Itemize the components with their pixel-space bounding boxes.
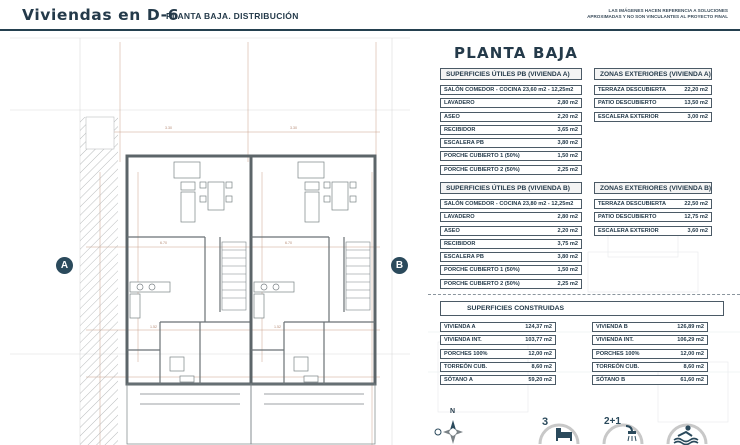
table-row: PORCHE CUBIERTO 1 (50%) 1,50 m2 [440, 265, 582, 275]
table-util-a [440, 68, 582, 178]
table-ext-b-header: ZONAS EXTERIORES (VIVIENDA B) [594, 182, 712, 194]
table-ext-a-header: ZONAS EXTERIORES (VIVIENDA A) [594, 68, 712, 80]
floor-plan [0, 32, 420, 445]
table-row: TORREÓN CUB. 8,60 m2 [592, 362, 708, 372]
table-row: ESCALERA PB 3,80 m2 [440, 138, 582, 148]
table-row: SÓTANO A 59,20 m2 [440, 375, 556, 385]
exterior-stairs [127, 384, 375, 444]
page-title: Viviendas en D-6 [22, 6, 180, 24]
table-row: ASEO 2,20 m2 [440, 226, 582, 236]
svg-text:1.52: 1.52 [274, 325, 281, 329]
table-row: RECIBIDOR 3,65 m2 [440, 125, 582, 135]
pool-icon [668, 425, 706, 444]
table-row: VIVIENDA INT. 103,77 m2 [440, 335, 556, 345]
table-construidas-header: SUPERFICIES CONSTRUIDAS [440, 301, 724, 316]
page-subtitle: PLANTA BAJA. DISTRIBUCIÓN [166, 11, 299, 21]
table-row: PATIO DESCUBIERTO 12,75 m2 [594, 212, 712, 222]
table-row: PORCHES 100% 12,00 m2 [592, 349, 708, 359]
table-construidas-b [592, 322, 708, 388]
table-row: ESCALERA EXTERIOR 3,00 m2 [594, 112, 712, 122]
table-row: VIVIENDA B 126,89 m2 [592, 322, 708, 332]
table-row: TERRAZA DESCUBIERTA 22,20 m2 [594, 85, 712, 95]
table-util-b-header: SUPERFICIES ÚTILES PB (VIVIENDA B) [440, 182, 582, 194]
table-row: VIVIENDA A 124,37 m2 [440, 322, 556, 332]
house-a-marker: A [56, 257, 73, 274]
table-row: SALÓN COMEDOR - COCINA 23,80 m2 - 12,25m2 [440, 199, 582, 209]
adjacent-plot-hatch [80, 117, 118, 445]
svg-text:1.52: 1.52 [150, 325, 157, 329]
table-row: RECIBIDOR 3,75 m2 [440, 239, 582, 249]
table-row: PORCHES 100% 12,00 m2 [440, 349, 556, 359]
feature-icons [538, 412, 738, 445]
table-row: VIVIENDA INT. 106,29 m2 [592, 335, 708, 345]
table-row: LAVADERO 2,80 m2 [440, 98, 582, 108]
shower-icon [604, 425, 642, 444]
surfaces-panel [428, 32, 740, 445]
table-row: PORCHE CUBIERTO 2 (50%) 2,25 m2 [440, 165, 582, 175]
table-row: ESCALERA EXTERIOR 3,60 m2 [594, 226, 712, 236]
svg-text:6.70: 6.70 [285, 241, 292, 245]
table-row: TERRAZA DESCUBIERTA 22,50 m2 [594, 199, 712, 209]
table-row: ASEO 2,20 m2 [440, 112, 582, 122]
compass-rose [432, 408, 466, 445]
house-b-stairs [346, 242, 370, 310]
table-construidas-a [440, 322, 556, 388]
house-b-marker: B [391, 257, 408, 274]
house-a-partitions [127, 237, 251, 384]
svg-text:3.30: 3.30 [165, 126, 172, 130]
table-row: SÓTANO B 61,60 m2 [592, 375, 708, 385]
house-a-stairs [222, 242, 246, 310]
table-row: PATIO DESCUBIERTO 13,50 m2 [594, 98, 712, 108]
feature-icons-drawing [538, 412, 738, 445]
bathrooms-count: 2+1 [604, 416, 621, 427]
disclaimer-line-1: LAS IMÁGENES HACEN REFERENCIA A SOLUCIONES [608, 8, 728, 13]
floor-plan-drawing [0, 32, 420, 445]
house-b-partitions [251, 237, 375, 384]
table-row: LAVADERO 2,80 m2 [440, 212, 582, 222]
section-divider [428, 294, 740, 295]
panel-title: PLANTA BAJA [454, 44, 579, 62]
table-ext-b [594, 182, 712, 239]
disclaimer-note [558, 8, 728, 20]
bedrooms-count: 3 [542, 416, 549, 428]
table-row: SALÓN COMEDOR - COCINA 23,60 m2 - 12,25m2 [440, 85, 582, 95]
table-row: ESCALERA PB 3,80 m2 [440, 252, 582, 262]
table-util-b [440, 182, 582, 292]
house-b-furniture [254, 162, 356, 382]
svg-text:3.30: 3.30 [290, 126, 297, 130]
table-util-a-header: SUPERFICIES ÚTILES PB (VIVIENDA A) [440, 68, 582, 80]
table-row: PORCHE CUBIERTO 2 (50%) 2,25 m2 [440, 279, 582, 289]
page-header [0, 0, 740, 30]
header-rule [0, 29, 740, 31]
compass-north-label: N [450, 408, 456, 415]
table-row: PORCHE CUBIERTO 1 (50%) 1,50 m2 [440, 151, 582, 161]
table-row: TORREÓN CUB. 8,60 m2 [440, 362, 556, 372]
disclaimer-line-2: APROXIMADAS Y NO SON VINCULANTES AL PROYECTO FINAL [587, 14, 728, 19]
compass-icon [432, 416, 466, 445]
table-ext-a [594, 68, 712, 125]
svg-text:6.70: 6.70 [160, 241, 167, 245]
house-a-furniture [130, 162, 232, 382]
